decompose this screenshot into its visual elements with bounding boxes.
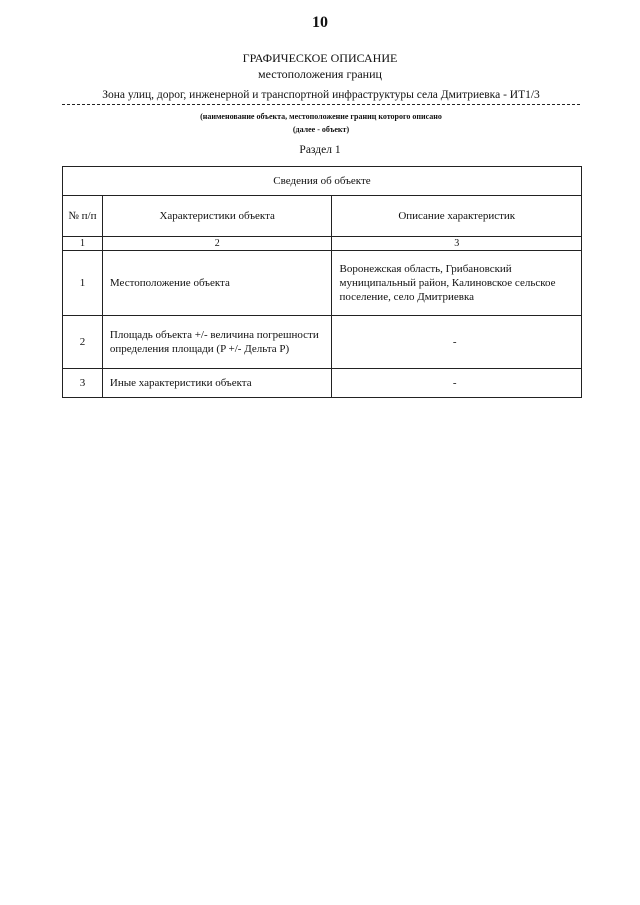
page-number: 10 bbox=[312, 14, 328, 31]
row-characteristic: Местоположение объекта bbox=[102, 251, 332, 316]
section-title: Раздел 1 bbox=[299, 144, 341, 156]
document-title bbox=[0, 50, 640, 82]
column-number-3: 3 bbox=[332, 237, 582, 251]
column-number-1: 1 bbox=[63, 237, 103, 251]
table-row bbox=[63, 251, 582, 316]
header-description: Описание характеристик bbox=[332, 196, 582, 237]
row-num: 3 bbox=[63, 369, 103, 398]
table-caption: Сведения об объекте bbox=[63, 167, 582, 196]
row-num: 2 bbox=[63, 316, 103, 369]
table-row bbox=[63, 316, 582, 369]
table-row bbox=[63, 369, 582, 398]
row-description: Воронежская область, Грибановский муниципальный район, Калиновское сельское поселение, село Дмитриевка bbox=[332, 251, 582, 316]
caption-line-2: (далее - объект) bbox=[292, 125, 350, 134]
row-description: - bbox=[332, 316, 582, 369]
column-number-2: 2 bbox=[102, 237, 332, 251]
title-line-1: ГРАФИЧЕСКОЕ ОПИСАНИЕ bbox=[242, 51, 398, 65]
object-info-table bbox=[62, 166, 582, 398]
header-num: № п/п bbox=[63, 196, 103, 237]
object-name-caption bbox=[62, 110, 580, 136]
row-characteristic: Площадь объекта +/- величина погрешности определения площади (P +/- Дельта P) bbox=[102, 316, 332, 369]
object-name-underline bbox=[62, 104, 580, 105]
header-characteristic: Характеристики объекта bbox=[102, 196, 332, 237]
table-header-row bbox=[63, 196, 582, 237]
row-num: 1 bbox=[63, 251, 103, 316]
table-caption-row bbox=[63, 167, 582, 196]
caption-line-1: (наименование объекта, местоположение границ которого описано bbox=[200, 112, 442, 121]
column-number-row bbox=[63, 237, 582, 251]
row-characteristic: Иные характеристики объекта bbox=[102, 369, 332, 398]
row-description: - bbox=[332, 369, 582, 398]
object-name: Зона улиц, дорог, инженерной и транспортной инфраструктуры села Дмитриевка - ИТ1/3 bbox=[102, 89, 540, 101]
title-line-2: местоположения границ bbox=[258, 67, 382, 81]
